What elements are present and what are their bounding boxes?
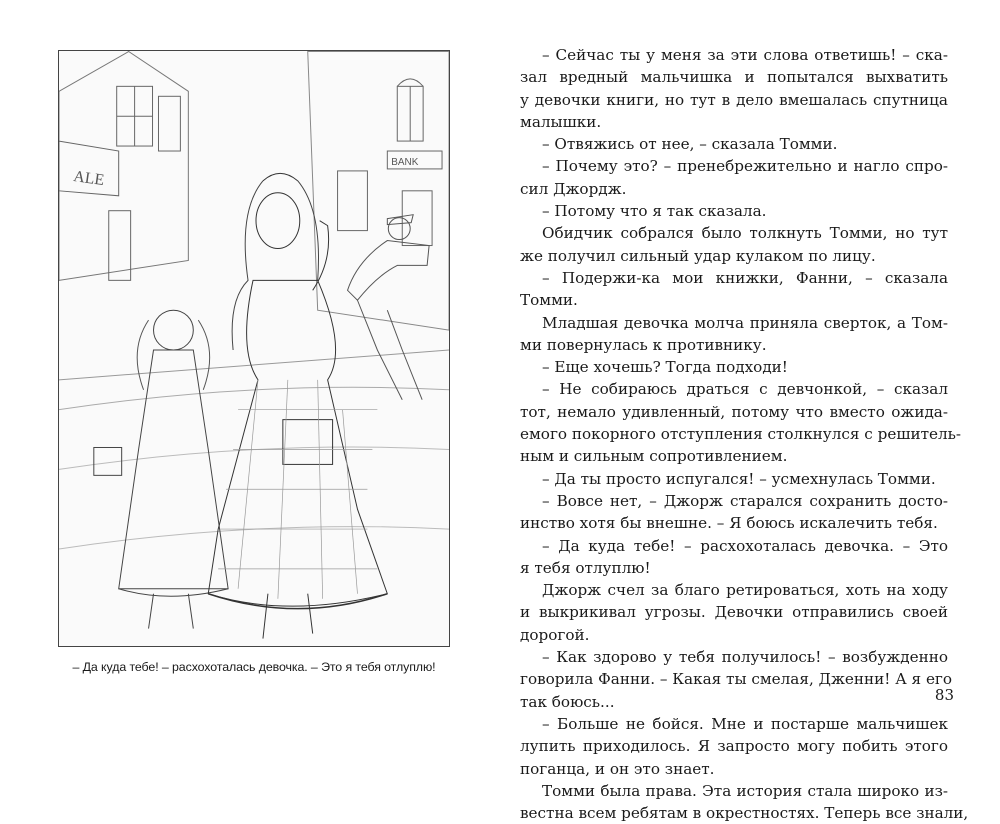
text-line: так боюсь... [520,692,615,711]
text-line: – Потому что я так сказала. [542,202,767,221]
text-line: и выкрикивал угрозы. Девочки отправились своей [520,603,948,622]
text-line: инство хотя бы внешне. – Я боюсь искалечить тебя. [520,514,938,533]
text-line: зал вредный мальчишка и попытался выхватить [520,68,948,87]
text-line: – Подержи-ка мои книжки, Фанни, – сказала [542,268,948,287]
text-line: Томми. [520,291,578,310]
text-line: ми повернулась к противнику. [520,335,767,354]
text-line: – Вовсе нет, – Джорж старался сохранить досто- [542,491,948,510]
page-number: 83 [934,686,954,704]
text-line: дорогой. [520,625,590,644]
text-line: лупить приходилось. Я запросто могу побить этого [520,737,948,756]
text-line: – Сейчас ты у меня за эти слова ответишь! – ска- [542,46,948,64]
text-line: вестна всем ребятам в окрестностях. Теперь все знали, [520,804,969,823]
text-column [520,44,969,824]
text-line: емого покорного отступления столкнулся с решитель- [520,425,962,444]
text-line: ным и сильным сопротивлением. [520,447,788,466]
text-line: у девочки книги, но тут в дело вмешалась спутница [520,90,948,109]
text-line: говорила Фанни. – Какая ты смелая, Дженни! А я его [520,670,953,689]
text-line: я тебя отлуплю! [520,558,651,577]
text-line: Обидчик собрался было толкнуть Томми, но тут [542,224,948,243]
text-line: Томми была права. Эта история стала широко из- [542,781,948,800]
text-line: поганца, и он это знает. [520,759,715,778]
text-line: – Да ты просто испугался! – усмехнулась Томми. [542,469,936,488]
text-line: – Не собираюсь драться с девчонкой, – сказал [542,380,948,399]
text-line: малышки. [520,112,602,131]
pencil-drawing [59,51,449,646]
text-line: – Отвяжись от нее, – сказала Томми. [542,135,838,154]
text-line: – Как здорово у тебя получилось! – возбужденно [542,648,948,667]
sign-sale: ALE [72,167,106,190]
text-line: Младшая девочка молча приняла сверток, а Том- [542,313,948,332]
text-line: – Больше не бойся. Мне и постарше мальчишек [542,714,948,733]
illustration [58,50,450,647]
text-line: же получил сильный удар кулаком по лицу. [520,246,876,265]
sign-bank: BANK [391,156,419,168]
text-line: сил Джордж. [520,179,627,198]
text-line: – Еще хочешь? Тогда подходи! [542,358,788,377]
text-line: – Почему это? – пренебрежительно и нагло спро- [542,157,948,176]
text-line: Джорж счел за благо ретироваться, хоть на ходу [542,581,948,600]
illustration-caption: – Да куда тебе! – расхохоталась девочка. – Это я тебя отлуплю! [72,660,436,674]
text-line: тот, немало удивленный, потому что вместо ожида- [520,402,948,421]
text-line: – Да куда тебе! – расхохоталась девочка. – Это [542,536,948,555]
